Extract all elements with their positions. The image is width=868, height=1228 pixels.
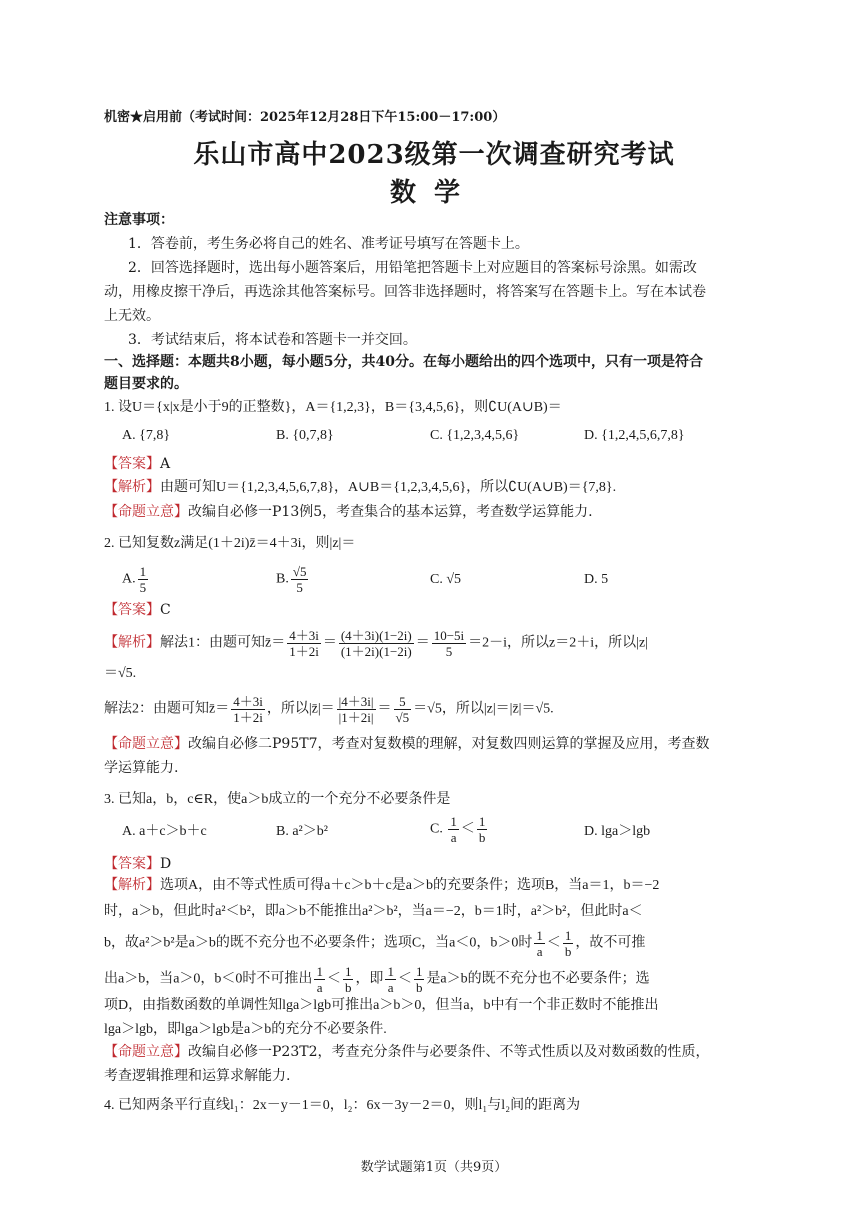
q1-option-d: D. {1,2,4,5,6,7,8} [584,428,685,443]
subject-title: 数学 [389,178,478,208]
exam-title: 乐山市高中2023级第一次调查研究考试 [193,140,675,170]
q3-option-b: B. a²＞b² [276,824,328,839]
q2-solution-1-cont: ＝√5. [104,666,137,681]
q3-analysis-1: 【解析】选项A，由不等式性质可得a＋c＞b＋c是a＞b的充要条件；选项B，当a＝1，b＝−2 [104,878,660,893]
q2-option-b: B. $\frac{√5}{5}$ [276,564,307,595]
q3-option-a: A. a＋c＞b＋c [122,824,207,839]
q1-option-b: B. {0,7,8} [276,428,334,443]
q3-analysis-6: lga＞lgb，即lga＞lgb是a＞b的充分不必要条件. [104,1022,387,1037]
section-heading: 一、选择题：本题共8小题，每小题5分，共40分。在每小题给出的四个选项中，只有一项是符合 [104,354,703,370]
notice-item: 上无效。 [104,308,160,324]
q1-option-a: A. {7,8} [122,428,171,443]
q2-answer: 【答案】C [104,602,171,618]
q2-intent: 【命题立意】改编自必修二P95T7，考查对复数模的理解，对复数四则运算的掌握及应用，考查数 [104,736,710,752]
q2-option-d: D. 5 [584,572,609,587]
question-3-stem: 3. 已知a，b，c∈R，使a＞b成立的一个充分不必要条件是 [104,792,451,807]
q2-option-c: C. √5 [430,572,462,587]
question-1-stem: 1. 设U＝{x|x是小于9的正整数}，A＝{1,2,3}，B＝{3,4,5,6}，则∁U(A∪B)＝ [104,400,562,415]
q1-option-c: C. {1,2,3,4,5,6} [430,428,520,443]
notice-heading: 注意事项： [104,212,174,228]
q3-option-d: D. lga＞lgb [584,824,651,839]
q3-analysis-5: 项D，由指数函数的单调性知lga＞lgb可推出a＞b＞0，但当a，b中有一个非正数时不能推出 [104,998,659,1013]
question-2-stem: 2. 已知复数z满足(1＋2i)z̄＝4＋3i，则|z|＝ [104,536,356,551]
q1-answer-value: A [160,456,171,472]
q3-analysis-3: b，故a²＞b²是a＞b的既不充分也不必要条件；选项C，当a＜0，b＞0时 $\frac{1}{a}$ ＜ $\frac{1}{b}$ ，故不可推 [104,928,646,959]
q3-option-c: C. $\frac{1}{a}$ ＜ $\frac{1}{b}$ [430,814,486,845]
q2-intent-cont: 学运算能力. [104,760,179,776]
analysis-tag: 【解析】 [104,480,160,495]
q2-option-a: A. $\frac{1}{5}$ [122,564,147,595]
q1-intent-text: 改编自必修一P13例5，考查集合的基本运算，考查数学运算能力. [188,504,593,520]
confidential-line: 机密★启用前（考试时间：2025年12月28日下午15:00－17:00） [104,110,506,125]
q3-answer: 【答案】D [104,856,172,872]
q1-answer [104,454,170,474]
notice-item: 3．考试结束后，将本试卷和答题卡一并交回。 [128,332,417,348]
intent-tag: 【命题立意】 [104,504,188,520]
q3-analysis-2: 时，a＞b，但此时a²＜b²，即a＞b不能推出a²＞b²，当a＝−2，b＝1时，a²＞b²，但此时a＜ [104,904,643,919]
q1-intent [104,502,593,522]
section-heading-cont: 题目要求的。 [104,376,188,392]
notice-item: 动，用橡皮擦干净后，再选涂其他答案标号。回答非选择题时，将答案写在答题卡上。写在本试卷 [104,284,706,300]
q1-analysis-text: 由题可知U＝{1,2,3,4,5,6,7,8}，A∪B＝{1,2,3,4,5,6}，所以∁U(A∪B)＝{7,8}. [160,480,617,495]
q3-analysis-4: 出a＞b，当a＞0，b＜0时不可推出 $\frac{1}{a}$ ＜ $\frac{1}{b}$ ，即 $\frac{1}{a}$ ＜ $\frac{1}{b}$ 是a＞b的既不充分也不必要条件；选 [104,964,650,995]
q3-intent-cont: 考查逻辑推理和运算求解能力. [104,1068,291,1084]
q2-solution-1: 【解析】解法1：由题可知z̄＝ $\frac{4+3i}{1+2i}$ ＝ $\frac{(4+3i)(1-2i)}{(1+2i)(1-2i)}$ ＝ $\frac{10-5i}{5}$ ＝2－i，所以z＝2＋i，所以|z| [104,628,648,659]
q3-intent: 【命题立意】改编自必修一P23T2，考查充分条件与必要条件、不等式性质以及对数函数的性质， [104,1044,710,1060]
page-footer: 数学试题第1页（共9页） [360,1160,508,1175]
notice-item: 2．回答选择题时，选出每小题答案后，用铅笔把答题卡上对应题目的答案标号涂黑。如需改 [128,260,697,276]
notice-item: 1．答卷前，考生务必将自己的姓名、准考证号填写在答题卡上。 [128,236,529,252]
answer-tag: 【答案】 [104,456,160,472]
question-4-stem: 4. 已知两条平行直线l₁：2x－y－1＝0，l₂：6x－3y－2＝0，则l₁与l₂间的距离为 [104,1098,581,1113]
q2-solution-2: 解法2：由题可知z̄＝ $\frac{4+3i}{1+2i}$ ，所以|z̄|＝ $\frac{|4+3i|}{|1+2i|}$ ＝ $\frac{5}{√5}$ ＝√5，所以|z|＝|z̄|＝√5. [104,694,554,725]
q1-analysis [104,478,616,498]
